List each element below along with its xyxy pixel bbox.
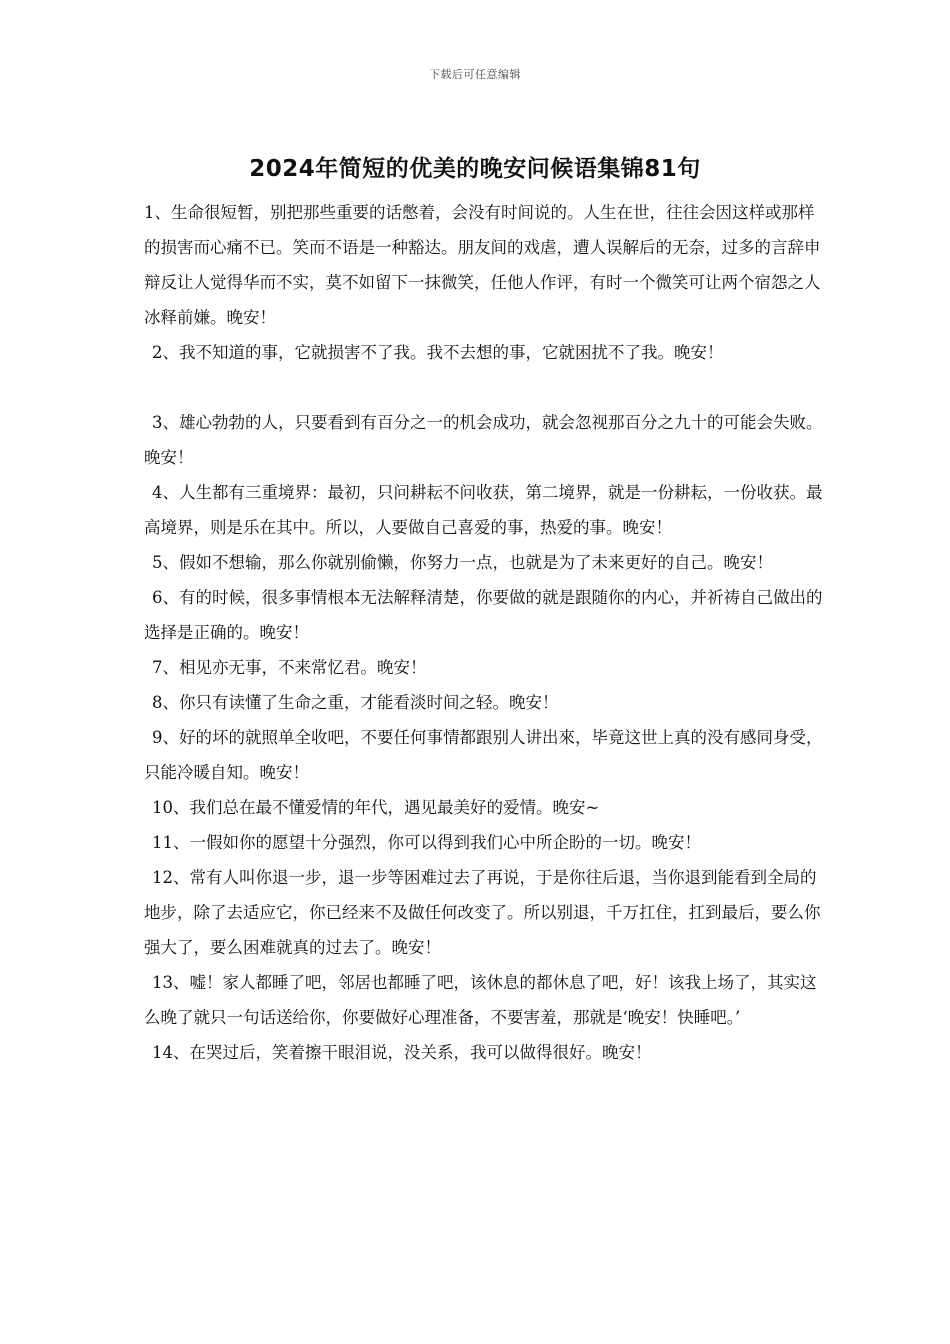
paragraph-9: 9、好的坏的就照单全收吧，不要任何事情都跟别人讲出來，毕竟这世上真的没有感同身受，只能冷暖自知。晚安！ [144,728,823,782]
paragraph-2: 2、我不知道的事，它就损害不了我。我不去想的事，它就困扰不了我。晚安！ [152,343,724,362]
document-body [144,195,824,1070]
paragraph-5: 5、假如不想输，那么你就别偷懒，你努力一点，也就是为了未来更好的自己。晚安！ [152,553,773,572]
blank-line [144,370,824,405]
paragraph-3: 3、雄心勃勃的人，只要看到有百分之一的机会成功，就会忽视那百分之九十的可能会失败。晚安！ [144,413,823,467]
paragraph-7: 7、相见亦无事，不来常忆君。晚安！ [152,658,427,677]
paragraph-10: 10、我们总在最不懂爱情的年代，遇见最美好的爱情。晚安~ [152,798,600,817]
paragraph-6: 6、有的时候，很多事情根本无法解释清楚，你要做的就是跟随你的内心，并祈祷自己做出的选择是正确的。晚安！ [144,588,823,642]
paragraph-13: 13、嘘！家人都睡了吧，邻居也都睡了吧，该休息的都休息了吧，好！该我上场了，其实这么晚了就只一句话送给你，你要做好心理准备，不要害羞，那就是‘晚安！快睡吧。’ [144,973,817,1027]
paragraph-4: 4、人生都有三重境界：最初，只问耕耘不问收获，第二境界，就是一份耕耘，一份收获。最高境界，则是乐在其中。所以，人要做自己喜爱的事，热爱的事。晚安！ [144,483,823,537]
paragraph-14: 14、在哭过后，笑着擦干眼泪说，没关系，我可以做得很好。晚安！ [152,1043,652,1062]
paragraph-11: 11、一假如你的愿望十分强烈，你可以得到我们心中所企盼的一切。晚安！ [152,833,701,852]
header-note: 下载后可任意编辑 [429,68,521,81]
document-title: 2024年简短的优美的晚安问候语集锦81句 [249,156,701,182]
paragraph-8: 8、你只有读懂了生命之重，才能看淡时间之轻。晚安！ [152,693,559,712]
paragraph-1: 1、生命很短暂，别把那些重要的话憋着，会没有时间说的。人生在世，往往会因这样或那样的损害而心痛不已。笑而不语是一种豁达。朋友间的戏虐，遭人误解后的无奈，过多的言辞申辩反让人觉得华而不实，莫不如留下一抹微笑，任他人作评，有时一个微笑可让两个宿怨之人冰释前嫌。晚安！ [144,203,821,327]
paragraph-12: 12、常有人叫你退一步，退一步等困难过去了再说，于是你往后退，当你退到能看到全局的地步，除了去适应它，你已经来不及做任何改变了。所以别退，千万扛住，扛到最后，要么你强大了，要么困难就真的过去了。晚安！ [144,868,821,957]
